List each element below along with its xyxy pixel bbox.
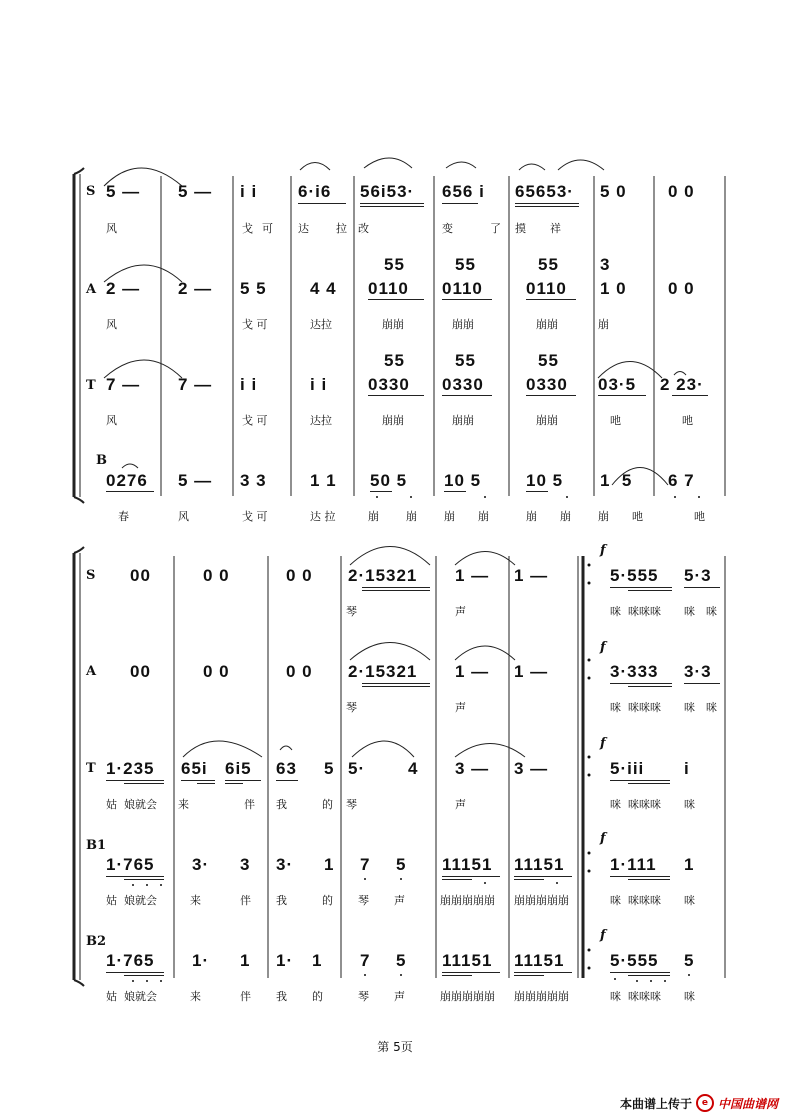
lyric: 达拉 (310, 318, 332, 331)
measure-notes: 6·i6 (298, 182, 332, 201)
measure-notes: 1 1 (310, 471, 337, 490)
lyric: 崩 (526, 510, 537, 523)
measure-notes: 7 (360, 855, 371, 874)
lyric: 风 (106, 318, 117, 331)
upper-notes: 55 (538, 351, 559, 370)
page-number: 第 5页 (377, 1040, 413, 1054)
measure-notes: 4 4 (310, 279, 337, 298)
lyric: 崩崩崩崩崩 (514, 990, 569, 1003)
lyric: 琴 (346, 798, 357, 811)
lyric: 风 (178, 510, 189, 523)
lyric: 崩 (444, 510, 455, 523)
lyric: 崩崩 (452, 318, 474, 331)
measure-notes: 11151 (514, 951, 565, 970)
measure-notes: 5·iii (610, 759, 645, 778)
voice-label-soprano: S (86, 568, 96, 583)
voice-label-tenor: T (86, 761, 96, 776)
measure-notes: 6i5 (225, 759, 252, 778)
lyric: 琴 (358, 894, 369, 907)
measure-notes: 2·15321 (348, 566, 418, 585)
lyric: 琴 (346, 701, 357, 714)
measure-notes: i i (310, 375, 328, 394)
measure-notes: 50 5 (370, 471, 408, 490)
lyric: 达拉 (310, 414, 332, 427)
measure-notes: 7 (360, 951, 371, 970)
lyric: 拉 (336, 222, 347, 235)
measure-notes: i i (240, 182, 258, 201)
upper-notes: 55 (384, 255, 405, 274)
lyric: 咪 (684, 798, 695, 811)
lyric: 伴 (244, 798, 255, 811)
dynamic-mark: f (600, 736, 606, 751)
lyric: 我 (276, 894, 287, 907)
measure-notes: 1·765 (106, 855, 155, 874)
lyric: 来 (178, 798, 189, 811)
measure-notes: 7 — (106, 375, 141, 394)
lyric: 声 (455, 798, 466, 811)
lyric: 咪 (610, 990, 621, 1003)
measure-notes: i (684, 759, 690, 778)
upper-notes: 55 (455, 351, 476, 370)
measure-notes: 0110 (526, 279, 567, 298)
voice-label-soprano: S (86, 184, 96, 199)
lyric: 咪 (684, 990, 695, 1003)
measure-notes: i i (240, 375, 258, 394)
lyric: 崩 (560, 510, 571, 523)
measure-notes: 5· (348, 759, 366, 778)
dynamic-mark: f (600, 928, 606, 943)
lyric: 的 (312, 990, 323, 1003)
lyric: 咪 (684, 605, 695, 618)
measure-notes: 5 (396, 951, 407, 970)
measure-notes: 2 — (178, 279, 213, 298)
measure-notes: 0 0 (668, 182, 695, 201)
lyric: 祥 (550, 222, 561, 235)
measure-notes: 0330 (442, 375, 484, 394)
measure-notes: 65653· (515, 182, 574, 201)
measure-notes: 5 — (178, 471, 213, 490)
measure-notes: 56i53· (360, 182, 415, 201)
lyric: 咪 (610, 894, 621, 907)
lyric: 来 (190, 894, 201, 907)
measure-notes: 1·235 (106, 759, 155, 778)
lyric: 咪咪咪 (628, 701, 661, 714)
lyric: 的 (322, 798, 333, 811)
measure-notes: 00 (130, 566, 151, 585)
lyric: 崩 (598, 318, 609, 331)
lyric: 风 (106, 414, 117, 427)
measure-notes: 1 — (455, 662, 490, 681)
lyric: 吔 (682, 414, 693, 427)
lyric: 崩崩崩崩崩 (440, 894, 495, 907)
measure-notes: 65i (181, 759, 208, 778)
measure-notes: 3· (276, 855, 294, 874)
measure-notes: 3 — (514, 759, 549, 778)
lyric: 崩 (406, 510, 417, 523)
lyric: 改 (358, 222, 369, 235)
measure-notes: 0 0 (203, 566, 230, 585)
measure-notes: 7 — (178, 375, 213, 394)
measure-notes: 3· (192, 855, 210, 874)
lyric: 娘就会 (124, 798, 157, 811)
measure-notes: 0330 (526, 375, 568, 394)
lyric: 吔 (610, 414, 621, 427)
measure-notes: 03·5 (598, 375, 637, 394)
lyric: 崩崩 (382, 318, 404, 331)
lyric: 崩崩 (382, 414, 404, 427)
measure-notes: 1· (276, 951, 294, 970)
lyric: 戈 (242, 222, 253, 235)
measure-notes: 2 — (106, 279, 141, 298)
lyric: 戈 可 (242, 318, 268, 331)
measure-notes: 1· (192, 951, 210, 970)
lyric: 姑 (106, 798, 117, 811)
voice-label-tenor: T (86, 378, 96, 393)
measure-notes: 1 (240, 951, 251, 970)
lyric: 变 (442, 222, 453, 235)
measure-notes: 2·15321 (348, 662, 418, 681)
upper-notes: 55 (538, 255, 559, 274)
lyric: 来 (190, 990, 201, 1003)
measure-notes: 10 5 (526, 471, 564, 490)
measure-notes: 0276 (106, 471, 148, 490)
lyric: 姑 (106, 894, 117, 907)
measure-notes: 1·111 (610, 855, 657, 874)
voice-label-bass-2: B2 (86, 934, 107, 949)
lyric: 声 (394, 990, 405, 1003)
dynamic-mark: f (600, 543, 606, 558)
measure-notes: 0330 (368, 375, 410, 394)
lyric: 崩崩 (452, 414, 474, 427)
measure-notes: 0110 (442, 279, 483, 298)
measure-notes: 5 — (178, 182, 213, 201)
lyric: 吔 (632, 510, 643, 523)
lyric: 姑 (106, 990, 117, 1003)
voice-label-alto: A (86, 664, 97, 679)
lyric: 崩 (598, 510, 609, 523)
measure-notes: 5 5 (240, 279, 267, 298)
dynamic-mark: f (600, 640, 606, 655)
lyric: 崩崩崩崩崩 (440, 990, 495, 1003)
lyric: 达 拉 (310, 510, 336, 523)
upper-notes: 3 (600, 255, 611, 274)
lyric: 春 (118, 510, 129, 523)
lyric: 咪咪咪 (628, 990, 661, 1003)
measure-notes: 5·555 (610, 951, 659, 970)
lyric: 伴 (240, 990, 251, 1003)
measure-notes: 0110 (368, 279, 409, 298)
lyric: 我 (276, 990, 287, 1003)
measure-notes: 00 (130, 662, 151, 681)
lyric: 风 (106, 222, 117, 235)
lyric: 的 (322, 894, 333, 907)
lyric: 声 (394, 894, 405, 907)
voice-label-alto: A (86, 282, 97, 297)
lyric: 琴 (358, 990, 369, 1003)
measure-notes: 5 (324, 759, 335, 778)
lyric: 咪咪咪 (628, 894, 661, 907)
lyric: 达 (298, 222, 309, 235)
measure-notes: 1 (312, 951, 323, 970)
lyric: 声 (455, 701, 466, 714)
measure-notes: 1 — (514, 662, 549, 681)
measure-notes: 1 0 (600, 279, 627, 298)
measure-notes: 5 (684, 951, 695, 970)
measure-notes: 1 5 (600, 471, 633, 490)
lyric: 咪咪咪 (628, 798, 661, 811)
lyric: 声 (455, 605, 466, 618)
lyric: 我 (276, 798, 287, 811)
voice-label-bass-1: B1 (86, 838, 107, 853)
lyric: 咪 (610, 605, 621, 618)
measure-notes: 656 i (442, 182, 485, 201)
measure-notes: 1 (324, 855, 335, 874)
lyric: 伴 (240, 894, 251, 907)
lyric: 崩 (478, 510, 489, 523)
measure-notes: 5·555 (610, 566, 659, 585)
measure-notes: 1 — (455, 566, 490, 585)
lyric: 吔 (694, 510, 705, 523)
lyric: 戈 可 (242, 414, 268, 427)
measure-notes: 0 0 (203, 662, 230, 681)
measure-notes: 3 (240, 855, 251, 874)
measure-notes: 11151 (442, 951, 493, 970)
measure-notes: 3 3 (240, 471, 267, 490)
measure-notes: 3·3 (684, 662, 712, 681)
measure-notes: 1·765 (106, 951, 155, 970)
site-logo-icon: e (696, 1094, 714, 1112)
measure-notes: 10 5 (444, 471, 482, 490)
site-logo-text: 中国曲谱网 (717, 1096, 778, 1111)
measure-notes: 6 7 (668, 471, 695, 490)
measure-notes: 3 — (455, 759, 490, 778)
measure-notes: 0 0 (668, 279, 695, 298)
upper-notes: 55 (384, 351, 405, 370)
measure-notes: 11151 (442, 855, 493, 874)
measure-notes: 1 — (514, 566, 549, 585)
lyric: 崩崩 (536, 318, 558, 331)
dynamic-mark: f (600, 831, 606, 846)
upload-text: 本曲谱上传于 (619, 1096, 692, 1111)
measure-notes: 5 — (106, 182, 141, 201)
measure-notes: 5 0 (600, 182, 627, 201)
upload-credit (620, 1094, 778, 1112)
lyric: 崩崩 (536, 414, 558, 427)
lyric: 咪 (706, 701, 717, 714)
measure-notes: 2 23· (660, 375, 704, 394)
lyric: 崩崩崩崩崩 (514, 894, 569, 907)
lyric: 琴 (346, 605, 357, 618)
measure-notes: 5·3 (684, 566, 712, 585)
lyric: 可 (262, 222, 273, 235)
measure-notes: 4 (408, 759, 419, 778)
measure-notes: 63 (276, 759, 297, 778)
measure-notes: 1 (684, 855, 695, 874)
measure-notes: 0 0 (286, 662, 313, 681)
lyric: 娘就会 (124, 990, 157, 1003)
lyric: 咪咪咪 (628, 605, 661, 618)
measure-notes: 5 (396, 855, 407, 874)
lyric: 咪 (684, 701, 695, 714)
measure-notes: 11151 (514, 855, 565, 874)
lyric: 咪 (610, 798, 621, 811)
lyric: 戈 可 (242, 510, 268, 523)
measure-notes: 3·333 (610, 662, 659, 681)
upper-notes: 55 (455, 255, 476, 274)
voice-label-bass: B (96, 453, 107, 468)
lyric: 咪 (610, 701, 621, 714)
lyric: 咪 (684, 894, 695, 907)
lyric: 崩 (368, 510, 379, 523)
lyric: 娘就会 (124, 894, 157, 907)
measure-notes: 0 0 (286, 566, 313, 585)
lyric: 了 (490, 222, 501, 235)
lyric: 摸 (515, 222, 526, 235)
lyric: 咪 (706, 605, 717, 618)
